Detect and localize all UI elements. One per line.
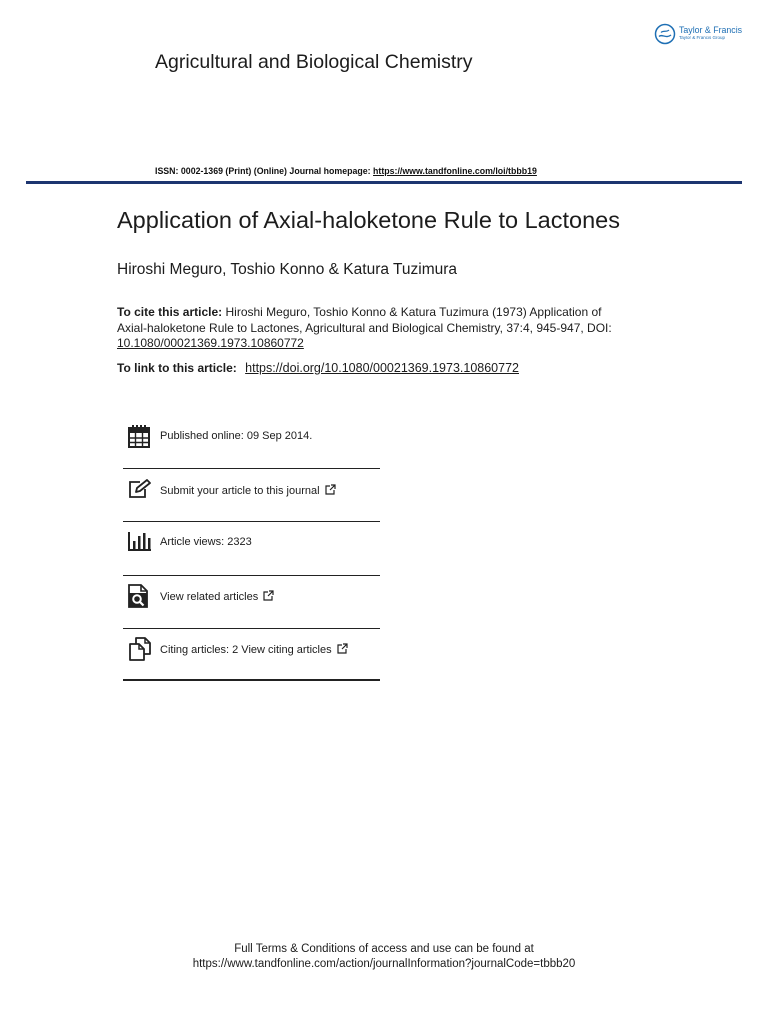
publisher-logo[interactable]	[654, 22, 746, 48]
edit-icon[interactable]	[128, 479, 152, 499]
search-document-icon[interactable]	[128, 584, 148, 608]
article-link-label: To link to this article:	[117, 361, 237, 375]
submit-article-link[interactable]	[160, 484, 336, 498]
info-bottom-divider	[123, 679, 380, 681]
citing-articles-icon[interactable]	[128, 637, 152, 661]
issn-line	[155, 165, 537, 177]
info-divider	[123, 521, 380, 522]
related-articles-label[interactable]: View related articles	[160, 591, 259, 603]
publisher-name: Taylor & Francis	[679, 25, 743, 35]
calendar-icon	[128, 424, 150, 448]
journal-homepage-link[interactable]: https://www.tandfonline.com/loi/tbbb19	[373, 166, 537, 176]
external-link-icon[interactable]	[337, 643, 348, 654]
info-divider	[123, 575, 380, 576]
citing-articles-link[interactable]	[160, 643, 348, 657]
citation-label: To cite this article:	[117, 305, 223, 319]
citation-text: Hiroshi Meguro, Toshio Konno & Katura Tuzimura (1973) Application of	[225, 305, 602, 319]
info-divider	[123, 628, 380, 629]
taylor-francis-logo-icon	[654, 23, 676, 45]
citation-doi-link[interactable]: 10.1080/00021369.1973.10860772	[117, 336, 304, 350]
external-link-icon[interactable]	[325, 484, 336, 495]
journal-title: Agricultural and Biological Chemistry	[155, 51, 473, 73]
article-authors[interactable]: Hiroshi Meguro, Toshio Konno & Katura Tuzimura	[117, 261, 458, 278]
footer-terms-url[interactable]: https://www.tandfonline.com/action/journalInformation?journalCode=tbbb20	[192, 958, 576, 970]
external-link-icon[interactable]	[263, 590, 274, 601]
citation-block	[117, 305, 612, 352]
bar-chart-icon	[128, 531, 152, 551]
citation-line-1	[117, 305, 612, 321]
article-views-text: Article views: 2323	[160, 536, 252, 548]
citing-articles-label[interactable]: Citing articles: 2 View citing articles	[160, 644, 332, 656]
citation-line-2: Axial-haloketone Rule to Lactones, Agricultural and Biological Chemistry, 37:4, 945-947, DOI:	[117, 320, 612, 335]
article-doi-url-link[interactable]: https://doi.org/10.1080/00021369.1973.10860772	[245, 361, 519, 375]
article-title: Application of Axial-haloketone Rule to Lactones	[117, 207, 620, 233]
issn-text: ISSN: 0002-1369 (Print) (Online) Journal homepage:	[155, 166, 374, 176]
submit-article-label[interactable]: Submit your article to this journal	[160, 485, 320, 497]
header-rule	[26, 181, 742, 184]
related-articles-link[interactable]	[160, 590, 274, 604]
published-online-text: Published online: 09 Sep 2014.	[160, 430, 313, 442]
info-divider	[123, 468, 380, 469]
footer-terms-text: Full Terms & Conditions of access and use can be found at	[234, 943, 534, 955]
citation-line-3	[117, 336, 612, 352]
publisher-group: Taylor & Francis Group	[679, 36, 726, 41]
article-link-line	[117, 360, 519, 376]
